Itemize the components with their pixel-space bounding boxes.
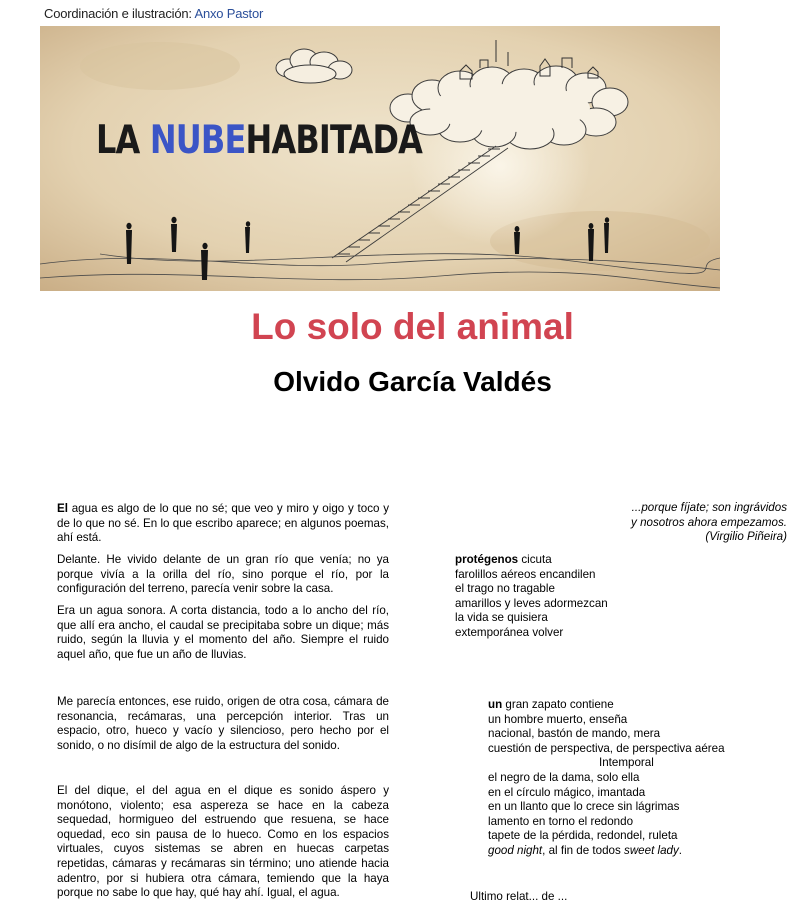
verse-italic: good night xyxy=(488,843,543,857)
illustration-credit xyxy=(44,6,263,21)
verse-text: cicuta xyxy=(518,553,552,566)
prose-paragraph-3: Era un agua sonora. A corta distancia, todo a lo ancho del río, que allí era ancho, el caudal se precipitaba sobre un dique; más ruido, según la lluvia y el momento del año. Siempre el ruido aquel año, que fue un año de lluvias. xyxy=(57,604,389,661)
prose-paragraph-4: Me parecía entonces, ese ruido, origen de otra cosa, cámara de resonancia, recámaras, una percepción interior. Tras un espacio, otro, hueco y vacío y silencioso, pero hecho por el sonido, o no disímil de algo de la estructura del sonido. xyxy=(57,695,389,752)
prose-lead-word: El xyxy=(57,502,68,515)
verse-line: nacional, bastón de mando, mera xyxy=(488,727,661,741)
verse-line-indented: Intemporal xyxy=(599,756,654,770)
verse-italic: sweet lady xyxy=(624,843,679,857)
verse-stanza-1 xyxy=(455,553,608,641)
banner-title xyxy=(96,118,422,163)
epigraph xyxy=(527,501,787,545)
verse-lead-word: un xyxy=(488,698,503,711)
verse-text: . xyxy=(678,843,683,857)
banner-title-highlight: NUBE xyxy=(149,118,246,163)
illustrator-link[interactable]: Anxo Pastor xyxy=(194,6,264,21)
prose-paragraph-1 xyxy=(57,502,389,546)
verse-stanza-2 xyxy=(488,698,725,859)
verse-line: tapete de la pérdida, redondel, ruleta xyxy=(488,829,678,843)
epigraph-line: y nosotros ahora empezamos. xyxy=(631,515,787,529)
prose-paragraph-5: El del dique, el del agua en el dique es sonido áspero y monótono, violento; esa aspereza se hace en la cabeza sequedad, hormigueo del estruendo que resuena, se hace oquedad, eco sin pausa de lo hueco. Como en los espacios virtuales, cuyos sistemas se abren en huecas carpetas repetidas, cámaras y recámaras sin término; uno atiende hacia adentro, por si hubiera otra cámara, temiendo que la haya porque no sabe lo que hay, qué hay ahí. Igual, el agua. xyxy=(57,784,389,900)
verse-line-last xyxy=(488,844,725,859)
epigraph-source: (Virgilio Piñeira) xyxy=(705,530,787,544)
poet-name: Olvido García Valdés xyxy=(273,366,552,397)
banner-title-word-1: LA xyxy=(96,118,140,163)
verse-line: el trago no tragable xyxy=(455,582,555,596)
epigraph-line: ...porque fíjate; son ingrávidos xyxy=(631,501,787,514)
verse-line: en un llanto que lo crece sin lágrimas xyxy=(488,800,680,814)
cut-off-text: Ultimo relat... de ... xyxy=(470,890,568,903)
prose-text: agua es algo de lo que no sé; que veo y miro y oigo y toco y de lo que no sé. En lo que escribo aparece; en algunos poemas, ahí está. xyxy=(57,502,389,545)
poem-title: Lo solo del animal xyxy=(251,306,574,347)
verse-line xyxy=(455,553,608,568)
verse-line: un hombre muerto, enseña xyxy=(488,712,628,726)
verse-line: la vida se quisiera xyxy=(455,611,548,625)
verse-text: , al fin de todos xyxy=(542,843,625,857)
prose-paragraph-2: Delante. He vivido delante de un gran río que venía; no ya porque vivía a la orilla del río, sino porque el río, por la configuración del terreno, parecía venir sobre la casa. xyxy=(57,553,389,596)
verse-line: cuestión de perspectiva, de perspectiva aérea xyxy=(488,741,725,755)
verse-text: gran zapato contiene xyxy=(502,698,614,711)
verse-line xyxy=(488,698,725,713)
verse-line: en el círculo mágico, imantada xyxy=(488,785,646,799)
verse-line: extemporánea volver xyxy=(455,625,564,639)
verse-lead-word: protégenos xyxy=(455,553,519,566)
banner-illustration xyxy=(40,26,720,291)
verse-line: el negro de la dama, solo ella xyxy=(488,770,640,784)
verse-line: farolillos aéreos encandilen xyxy=(455,567,596,581)
verse-line: amarillos y leves adormezcan xyxy=(455,596,608,610)
verse-line: lamento en torno el redondo xyxy=(488,814,634,828)
credit-label: Coordinación e ilustración: xyxy=(44,6,192,21)
banner-title-word-3: HABITADA xyxy=(245,118,423,163)
